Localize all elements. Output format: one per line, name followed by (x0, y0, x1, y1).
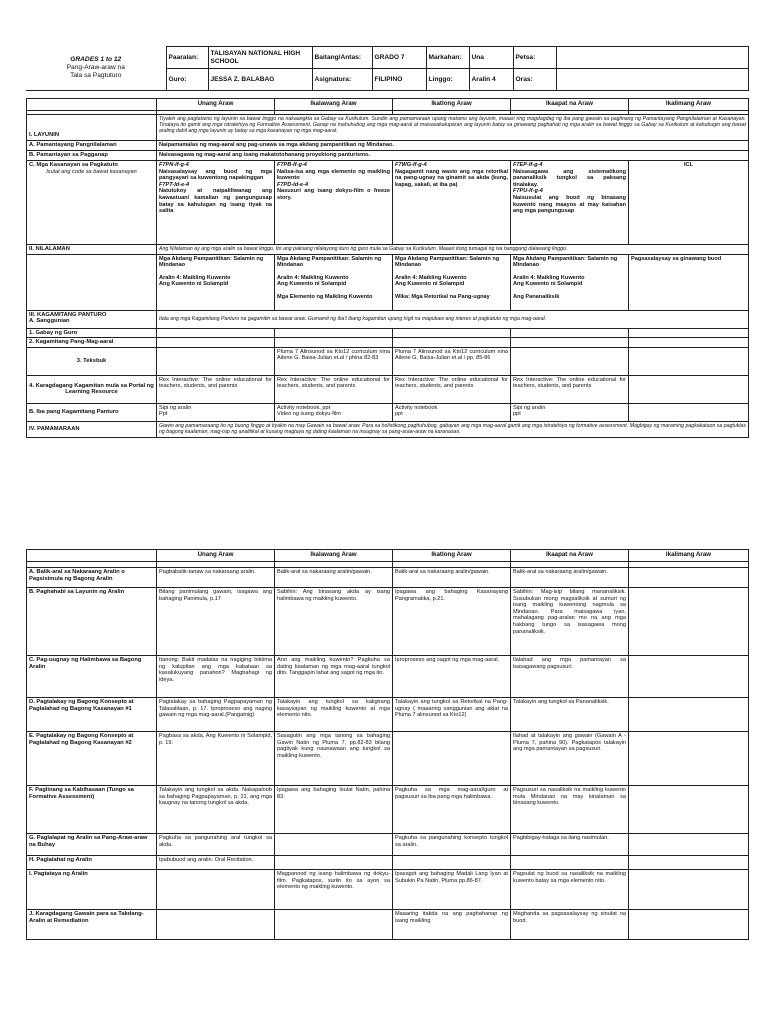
linggo-label: Linggo: (426, 69, 469, 91)
kasanayan-day4 (511, 161, 629, 245)
procedure-cell-day3: Talakayin ang tungkol sa Retorikal na Pang-ugnay ( maaaring sanggunian ang aklat na Pluma 7 alinsunod sa Kto12) (393, 698, 511, 732)
procedure-cell-day4: Pagbibigay-halaga sa ilang nasimulan. (511, 834, 629, 856)
nilalaman-line: Aralin 4: Maikling Kuwento (513, 274, 585, 281)
procedure-cell-day2: Ano ang maikling kuwento? Pagkuha sa dating kaalaman ng mga mag-aaral tungkol dito. Tanggapin lahat ang sagot ng mga ito. (275, 656, 393, 698)
paaralan-label: Paaralan: (166, 47, 208, 69)
procedure-cell-day1: Pagtalakay sa bahaging Pagpapayaman ng Talasalitaan, p. 17. Iproproseso ang naging gawain ng mga mag-aaral.(Pangatnig) (157, 698, 275, 732)
kagamitan-label-cell (27, 310, 157, 328)
procedure-cell-day4: Maghanda sa pagsasalaysay ng sinulat na buod. (511, 910, 629, 940)
corner-cell (27, 99, 157, 111)
procedure-label: B. Paghahabi sa Layunin ng Aralin (27, 588, 157, 656)
guro-value: JESSA Z. BALABAG (208, 69, 312, 91)
layunin-note: Tiyakin ang pagtatamo ng layunin sa bawat linggo na nakaangkla sa Gabay sa Kurikulum. Sundin ang pamamaraan upang matamo ang layunin, maaari ring magdagdag ng iba pang gawain sa paglinang ng Pamantayang Pangnilalaman at Kasanayan. Tinataya ito gamit ang mga istratehiya ng Formative Assessment. Ganap na mahuhubog ang mga mag-aaral at maisasakatuparan ang layunin batay sa ginawang paghahati ng mga aralin sa bawat linggo sa Gabay sa Kurikulum at kahubugin ang bawat araling dahil ang mga layunin ay batay sa mga kasanayan ng mga mag-aaral. (157, 115, 749, 141)
sanggunian-label: A. Sanggunian (29, 318, 70, 325)
procedure-cell-day1: Pagkuha sa pangunahing aral tungkol sa akda. (157, 834, 275, 856)
oras-value (556, 69, 748, 91)
nilalaman-day4 (511, 254, 629, 310)
lesson-plan-header (26, 46, 749, 91)
procedure-row (27, 870, 749, 910)
skill-text: Naiisa-isa ang mga elemento ng maikling kuwento (277, 168, 390, 182)
procedure-cell-day5 (629, 870, 749, 910)
gabay-guro-label: 1. Gabay ng Guro (27, 328, 157, 338)
pamantayan-pagganap-label: B. Pamantayan sa Pagganap (27, 151, 157, 161)
procedure-cell-day4 (511, 856, 629, 870)
procedure-cell-day5 (629, 856, 749, 870)
procedure-cell-day3: Pagkuha sa pangunahing konsepto tungkol sa aralin. (393, 834, 511, 856)
teksbuk-day3: Pluma 7 Alinsunod sa Kto12 curriculum nina Ailene G. Baisa-Julian et.al / pp. 85-86 (393, 347, 511, 375)
procedure-cell-day1: Ipabubuod ang aralin. Oral Recitation. (157, 856, 275, 870)
rex-day4: Rex Interactive: The online educational for teachers, students, and parents (511, 375, 629, 403)
skill-text: Naisusulat ang buod ng binasang kuwento nang maayos at may kaisahan ang mga pangungusap (513, 194, 626, 215)
baitang-value: GRADO 7 (372, 47, 426, 69)
asignatura-label: Asignatura: (312, 69, 372, 91)
header-title (26, 47, 166, 91)
markahan-value: Una (469, 47, 513, 69)
iba-line: Sipi ng aralin (513, 404, 546, 411)
iba-day3 (393, 403, 511, 421)
nilalaman-blank (27, 254, 157, 310)
oras-label: Oras: (513, 69, 556, 91)
skill-text: Naisasagawa ang sistematikong pananaliksik tungkol sa paksang tinalakay. (513, 168, 626, 188)
iba-day4 (511, 403, 629, 421)
kagamitan-note: Itala ang mga Kagamitang Panturo na gagamitin sa bawat araw. Gumamit ng iba't ibang kagamitan upang higit na mapukaw ang interes at pagkatuto ng mga mag-aaral. (157, 310, 749, 328)
nilalaman-day2 (275, 254, 393, 310)
procedure-row (27, 834, 749, 856)
header-title-line1: GRADES 1 to 12 (70, 56, 122, 64)
procedure-cell-day2: Ipagawa ang bahaging Isulat Natin, pahina 83. (275, 786, 393, 834)
lesson-plan-table-2 (26, 549, 749, 940)
procedure-cell-day3: Iproproseso ang sagot ng mga mag-aaral. (393, 656, 511, 698)
nilalaman-day5: Pagsasalaysay sa ginawang buod (629, 254, 749, 310)
nilalaman-label: II. NILALAMAN (27, 245, 157, 255)
procedure-cell-day2: Balik-aral sa nakaraang aralin/gawain. (275, 568, 393, 588)
procedure-row (27, 656, 749, 698)
nilalaman-line: Wika: Mga Retorikal na Pang-ugnay (395, 293, 490, 300)
procedure-cell-day2 (275, 856, 393, 870)
skill-code: F7EP-If-g-4 (513, 162, 543, 168)
procedure-cell-day4: Balik-aral sa nakaraang aralin/gawain. (511, 568, 629, 588)
skill-text: Nagagamit nang wasto ang mga retorikal na pang-ugnay na ginamit sa akda (kung, kapag, sakali, at iba pa) (395, 168, 508, 188)
procedure-row (27, 698, 749, 732)
iba-line: Ppt (159, 411, 168, 418)
procedure-cell-day3: Ipagawa ang bahaging Kasanayang Pangramatika, p.21. (393, 588, 511, 656)
procedure-cell-day1 (157, 870, 275, 910)
teksbuk-label: 3. Teksbuk (27, 347, 157, 375)
procedure-cell-day1: Itanong: Bakit madalas na nagiging biktima ng kalupitan ang mga kabataan sa kasalukuyang panahon? Magbahagi ng ideya. (157, 656, 275, 698)
iba-line: ppt (513, 411, 521, 418)
skill-text: Nasusuri ang isang dokyu-film o freeze story. (277, 188, 390, 201)
skill-text: Natutukoy at naipaliliwanag ang kawastuan/ kamalian ng pangungusap batay sa kahulugan ng isang tiyak na salita (159, 188, 272, 215)
procedure-rows (27, 568, 749, 940)
procedure-label: H. Paglalahat ng Aralin (27, 856, 157, 870)
kasanayan-day5: ICL (629, 161, 749, 245)
linggo-value: Aralin 4 (469, 69, 513, 91)
kasanayan-day2 (275, 161, 393, 245)
header-title-line2: Pang-Araw-araw na (66, 64, 125, 72)
iba-day1 (157, 403, 275, 421)
nilalaman-line: Aralin 4: Maikling Kuwento (159, 274, 231, 281)
petsa-value (556, 47, 748, 69)
procedure-cell-day1: Pagbabalik-tanaw sa nakaraang aralin. (157, 568, 275, 588)
procedure-cell-day1: Pagbasa sa akda, Ang Kuwento ni Solampid, p. 19. (157, 732, 275, 786)
procedure-row (27, 732, 749, 786)
nilalaman-line: Ang Pananaliksik (513, 293, 560, 300)
procedure-label: E. Pagtalakay ng Bagong Konsepto at Paglalahad ng Bagong Kasanayan #2 (27, 732, 157, 786)
skill-code: F7PD-Id-e-4 (277, 181, 309, 188)
procedure-row (27, 568, 749, 588)
iba-line: Sipi ng aralin (159, 404, 192, 411)
pang-mag-aaral-label: 2. Kagamitang Pang-Mag-aaral (27, 338, 157, 348)
procedure-cell-day4: Pagsusuri sa nasaliksik na maikling kuwento mula Mindanao na may kinalaman sa binasang kuwento. (511, 786, 629, 834)
header-title-line3: Tala sa Pagtuturo (70, 72, 122, 80)
procedure-cell-day5 (629, 698, 749, 732)
paaralan-value: TALISAYAN NATIONAL HIGH SCHOOL (208, 47, 312, 69)
pamamaraan-note: Gawin ang pamamaraang ito ng buong linggo at tiyakin na may Gawain sa bawat araw. Para sa holistikong paghuhubog, gabayan ang mga mag-aaral gamit ang mga istratehiya ng formative assessment. Magbigay ng maraming pagkakataon sa pagtuklas ng bagong kaalaman, mag-isip ng analitikal at kusang magtaya ng dating kaalaman na inuugnay sa pang-araw-araw na karanasan. (157, 421, 749, 437)
procedure-row (27, 786, 749, 834)
kasanayan-day3 (393, 161, 511, 245)
corner-cell (27, 550, 157, 562)
kagamitan-label: III. KAGAMITANG PANTURO (29, 311, 107, 318)
procedure-cell-day5 (629, 588, 749, 656)
iba-day2 (275, 403, 393, 421)
layunin-label: I. LAYUNIN (27, 115, 157, 141)
procedure-cell-day2: Sasagutin ang mga tanong sa bahaging Gawin Natin ng Pluma 7, pp.82-83 bilang pagtiyak kung naunawaan ang tungkol sa maikling kuwento. (275, 732, 393, 786)
procedure-cell-day5 (629, 910, 749, 940)
iba-line: ppt (395, 411, 403, 418)
procedure-cell-day5 (629, 732, 749, 786)
nilalaman-day3 (393, 254, 511, 310)
skill-code: F7PU-If-g-4 (513, 188, 543, 195)
procedure-cell-day5 (629, 786, 749, 834)
iba-line: Activity notebook, ppt (277, 404, 331, 411)
nilalaman-line: Mga Akdang Pampanitikan: Salamin ng Mindanao (395, 255, 500, 269)
rex-day2: Rex Interactive: The online educational for teachers, students, and parents (275, 375, 393, 403)
skill-code: F7WG-If-g-4 (395, 162, 427, 168)
day-header-4: Ikaapat na Araw (511, 99, 629, 111)
procedure-cell-day2: Magpanood ng isang halimbawa ng dokyu-film. Pagkatapos, suriin ito sa ayon sa elemento ng maikling kuwento. (275, 870, 393, 910)
pamantayang-pangnilalaman-value: Naipamamalas ng mag-aaral ang pag-unawa sa mga akdang pampanitikan ng Mindanao. (157, 141, 749, 151)
procedure-label: J. Karagdagang Gawain para sa Takdang-Aralin at Remediation (27, 910, 157, 940)
nilalaman-line: Ang Kuwento ni Solampid (395, 281, 465, 288)
rex-day1: Rex Interactive: The online educational for teachers, students, and parents (157, 375, 275, 403)
procedure-cell-day3 (393, 732, 511, 786)
nilalaman-line: Mga Elemento ng Maikling Kuwento (277, 293, 373, 300)
day-header-4: Ikaapat na Araw (511, 550, 629, 562)
skill-code: F7PT-Id-e-4 (159, 181, 190, 188)
procedure-cell-day4: Talakayin ang tungkol sa Pananaliksik. (511, 698, 629, 732)
guro-label: Guro: (166, 69, 208, 91)
day-header-3: Ikatlong Araw (393, 550, 511, 562)
procedure-label: C. Pag-uugnay ng Halimbawa sa Bagong Aralin (27, 656, 157, 698)
procedure-cell-day5 (629, 568, 749, 588)
nilalaman-line: Mga Akdang Pampanitikan: Salamin ng Mindanao (513, 255, 618, 269)
iba-line: Activity notebook (395, 404, 438, 411)
skill-code: F7PB-If-g-4 (277, 162, 307, 168)
nilalaman-day1 (157, 254, 275, 310)
nilalaman-line: Mga Akdang Pampanitikan: Salamin ng Mindanao (159, 255, 264, 269)
procedure-cell-day1: Bilang panimulang gawain, isagawa ang bahaging Panimula, p.17 (157, 588, 275, 656)
procedure-row (27, 856, 749, 870)
baitang-label: Baitang/Antas: (312, 47, 372, 69)
procedure-cell-day3: Maaaring itakda na ang paghahanap ng isang maikling (393, 910, 511, 940)
procedure-cell-day3: Ipasagot ang bahaging Madali Lang Iyan at Subukin Pa Natin, Pluma pp.86-87. (393, 870, 511, 910)
iba-kagamitan-label: B. Iba pang Kagamitang Panturo (27, 403, 157, 421)
procedure-label: F. Paglinang sa Kabihasaan (Tungo sa Formative Assessment) (27, 786, 157, 834)
iba-line: Video ng isang dokyu-film (277, 411, 341, 418)
nilalaman-line: Aralin 4: Maikling Kuwento (395, 274, 467, 281)
rex-day3: Rex Interactive: The online educational for teachers, students, and parents (393, 375, 511, 403)
nilalaman-line: Aralin 4: Maikling Kuwento (277, 274, 349, 281)
procedure-cell-day2: Talakayin ang tungkol sa kaligirang kasaysayan ng maikling kuwento at mga elemento nito. (275, 698, 393, 732)
procedure-label: I. Pagtataya ng Aralin (27, 870, 157, 910)
nilalaman-note: Ang Nilalaman ay ang mga aralin sa bawat linggo. Ito ang paksang nilalayong ituro ng guro mula sa Gabay sa Kurikulum. Maaari itong tumagal ng isa hanggang dalawang linggo. (157, 245, 749, 255)
procedure-cell-day2 (275, 834, 393, 856)
procedure-label: G. Paglalapat ng Aralin sa Pang-Araw-araw na Buhay (27, 834, 157, 856)
day-header-2: Ikalawang Araw (275, 99, 393, 111)
procedure-label: A. Balik-aral sa Nakaraang Aralin o Pagsisimula ng Bagong Aralin (27, 568, 157, 588)
kasanayan-sub: Isulat ang code sa bawat kasanayan (46, 168, 137, 175)
day-header-1: Unang Araw (157, 99, 275, 111)
procedure-label: D. Pagtalakay ng Bagong Konsepto at Paglalahad ng Bagong Kasanayan #1 (27, 698, 157, 732)
skill-text: Naisasalaysay ang buod ng mga pangyayari sa kuwentong napakinggan (159, 168, 272, 182)
procedure-cell-day2 (275, 910, 393, 940)
teksbuk-day2: Pluma 7 Alinsunod sa Kto12 curriculum nina Ailene G. Baisa-Julian et.al / phina 82-83 (275, 347, 393, 375)
nilalaman-line: Ang Kuwento ni Solampid (513, 281, 583, 288)
nilalaman-line: Ang Kuwento ni Solampid (277, 281, 347, 288)
petsa-label: Petsa: (513, 47, 556, 69)
day-header-1: Unang Araw (157, 550, 275, 562)
procedure-cell-day1: Talakayin ang tungkol sa akda. Nakapaloob sa bahaging Pagpapayaman, p. 21, ang mga kaugnay na tanong tungkol sa akda. (157, 786, 275, 834)
pamantayan-pagganap-value: Naisasagawa ng mag-aaral ang isang makatotohanang proyektong panturismo. (157, 151, 749, 161)
day-header-2: Ikalawang Araw (275, 550, 393, 562)
pamantayang-pangnilalaman-label: A. Pamantayang Pangnilalaman (27, 141, 157, 151)
procedure-cell-day2: Sabihin: Ang binasang akda ay isang halimbawa ng maikling kuwento. (275, 588, 393, 656)
pamamaraan-label: IV. PAMAMARAAN (27, 421, 157, 437)
procedure-cell-day3 (393, 856, 511, 870)
day-header-5: Ikalimang Araw (629, 99, 749, 111)
procedure-cell-day1 (157, 910, 275, 940)
kasanayan-label-cell (27, 161, 157, 245)
kasanayan-day1 (157, 161, 275, 245)
procedure-cell-day4: Ilalahad ang mga pamantayan sa isasagawang pagsusuri. (511, 656, 629, 698)
procedure-cell-day5 (629, 834, 749, 856)
procedure-cell-day4: Ilahad at talakayin ang gawain (Gawain A - Pluma 7, pahina 90). Pagkatapos talakayin ang mga pamantayan sa pagsusuri. (511, 732, 629, 786)
day-header-5: Ikalimang Araw (629, 550, 749, 562)
lesson-plan-table-1 (26, 98, 749, 438)
skill-code: F7PN-If-g-4 (159, 162, 189, 168)
kasanayan-label: C. Mga Kasanayan sa Pagkatuto (29, 162, 118, 168)
procedure-cell-day4: Sabihin: Mag-isip bilang mananaliksik. Susubukan mong magsaliksik at sumuri ng isang maikling kuwentong nagmula sa Mindanao. Para maisagawa iyan, mahalagang pag-aralan mo na ang mga hakbang tungo sa isasagawa mong pananaliksik. (511, 588, 629, 656)
procedure-row (27, 910, 749, 940)
nilalaman-line: Ang Kuwento ni Solampid (159, 281, 229, 288)
markahan-label: Markahan: (426, 47, 469, 69)
asignatura-value: FILIPINO (372, 69, 426, 91)
procedure-row (27, 588, 749, 656)
day-header-3: Ikatlong Araw (393, 99, 511, 111)
procedure-cell-day3: Pagkuha sa mga mag-aaral/guro at pagsusuri sa iba pang mga halimbawa. (393, 786, 511, 834)
procedure-cell-day3: Balik-aral sa nakaraang aralin/gawain. (393, 568, 511, 588)
procedure-cell-day4: Pagsulat ng buod sa nasaliksik na maikling kuwento batay sa mga elemento nito. (511, 870, 629, 910)
karagdagang-kagamitan-label: 4. Karagdagang Kagamitan mula sa Portal ng Learning Resource (27, 375, 157, 403)
nilalaman-line: Mga Akdang Pampanitikan: Salamin ng Mindanao (277, 255, 382, 269)
procedure-cell-day5 (629, 656, 749, 698)
